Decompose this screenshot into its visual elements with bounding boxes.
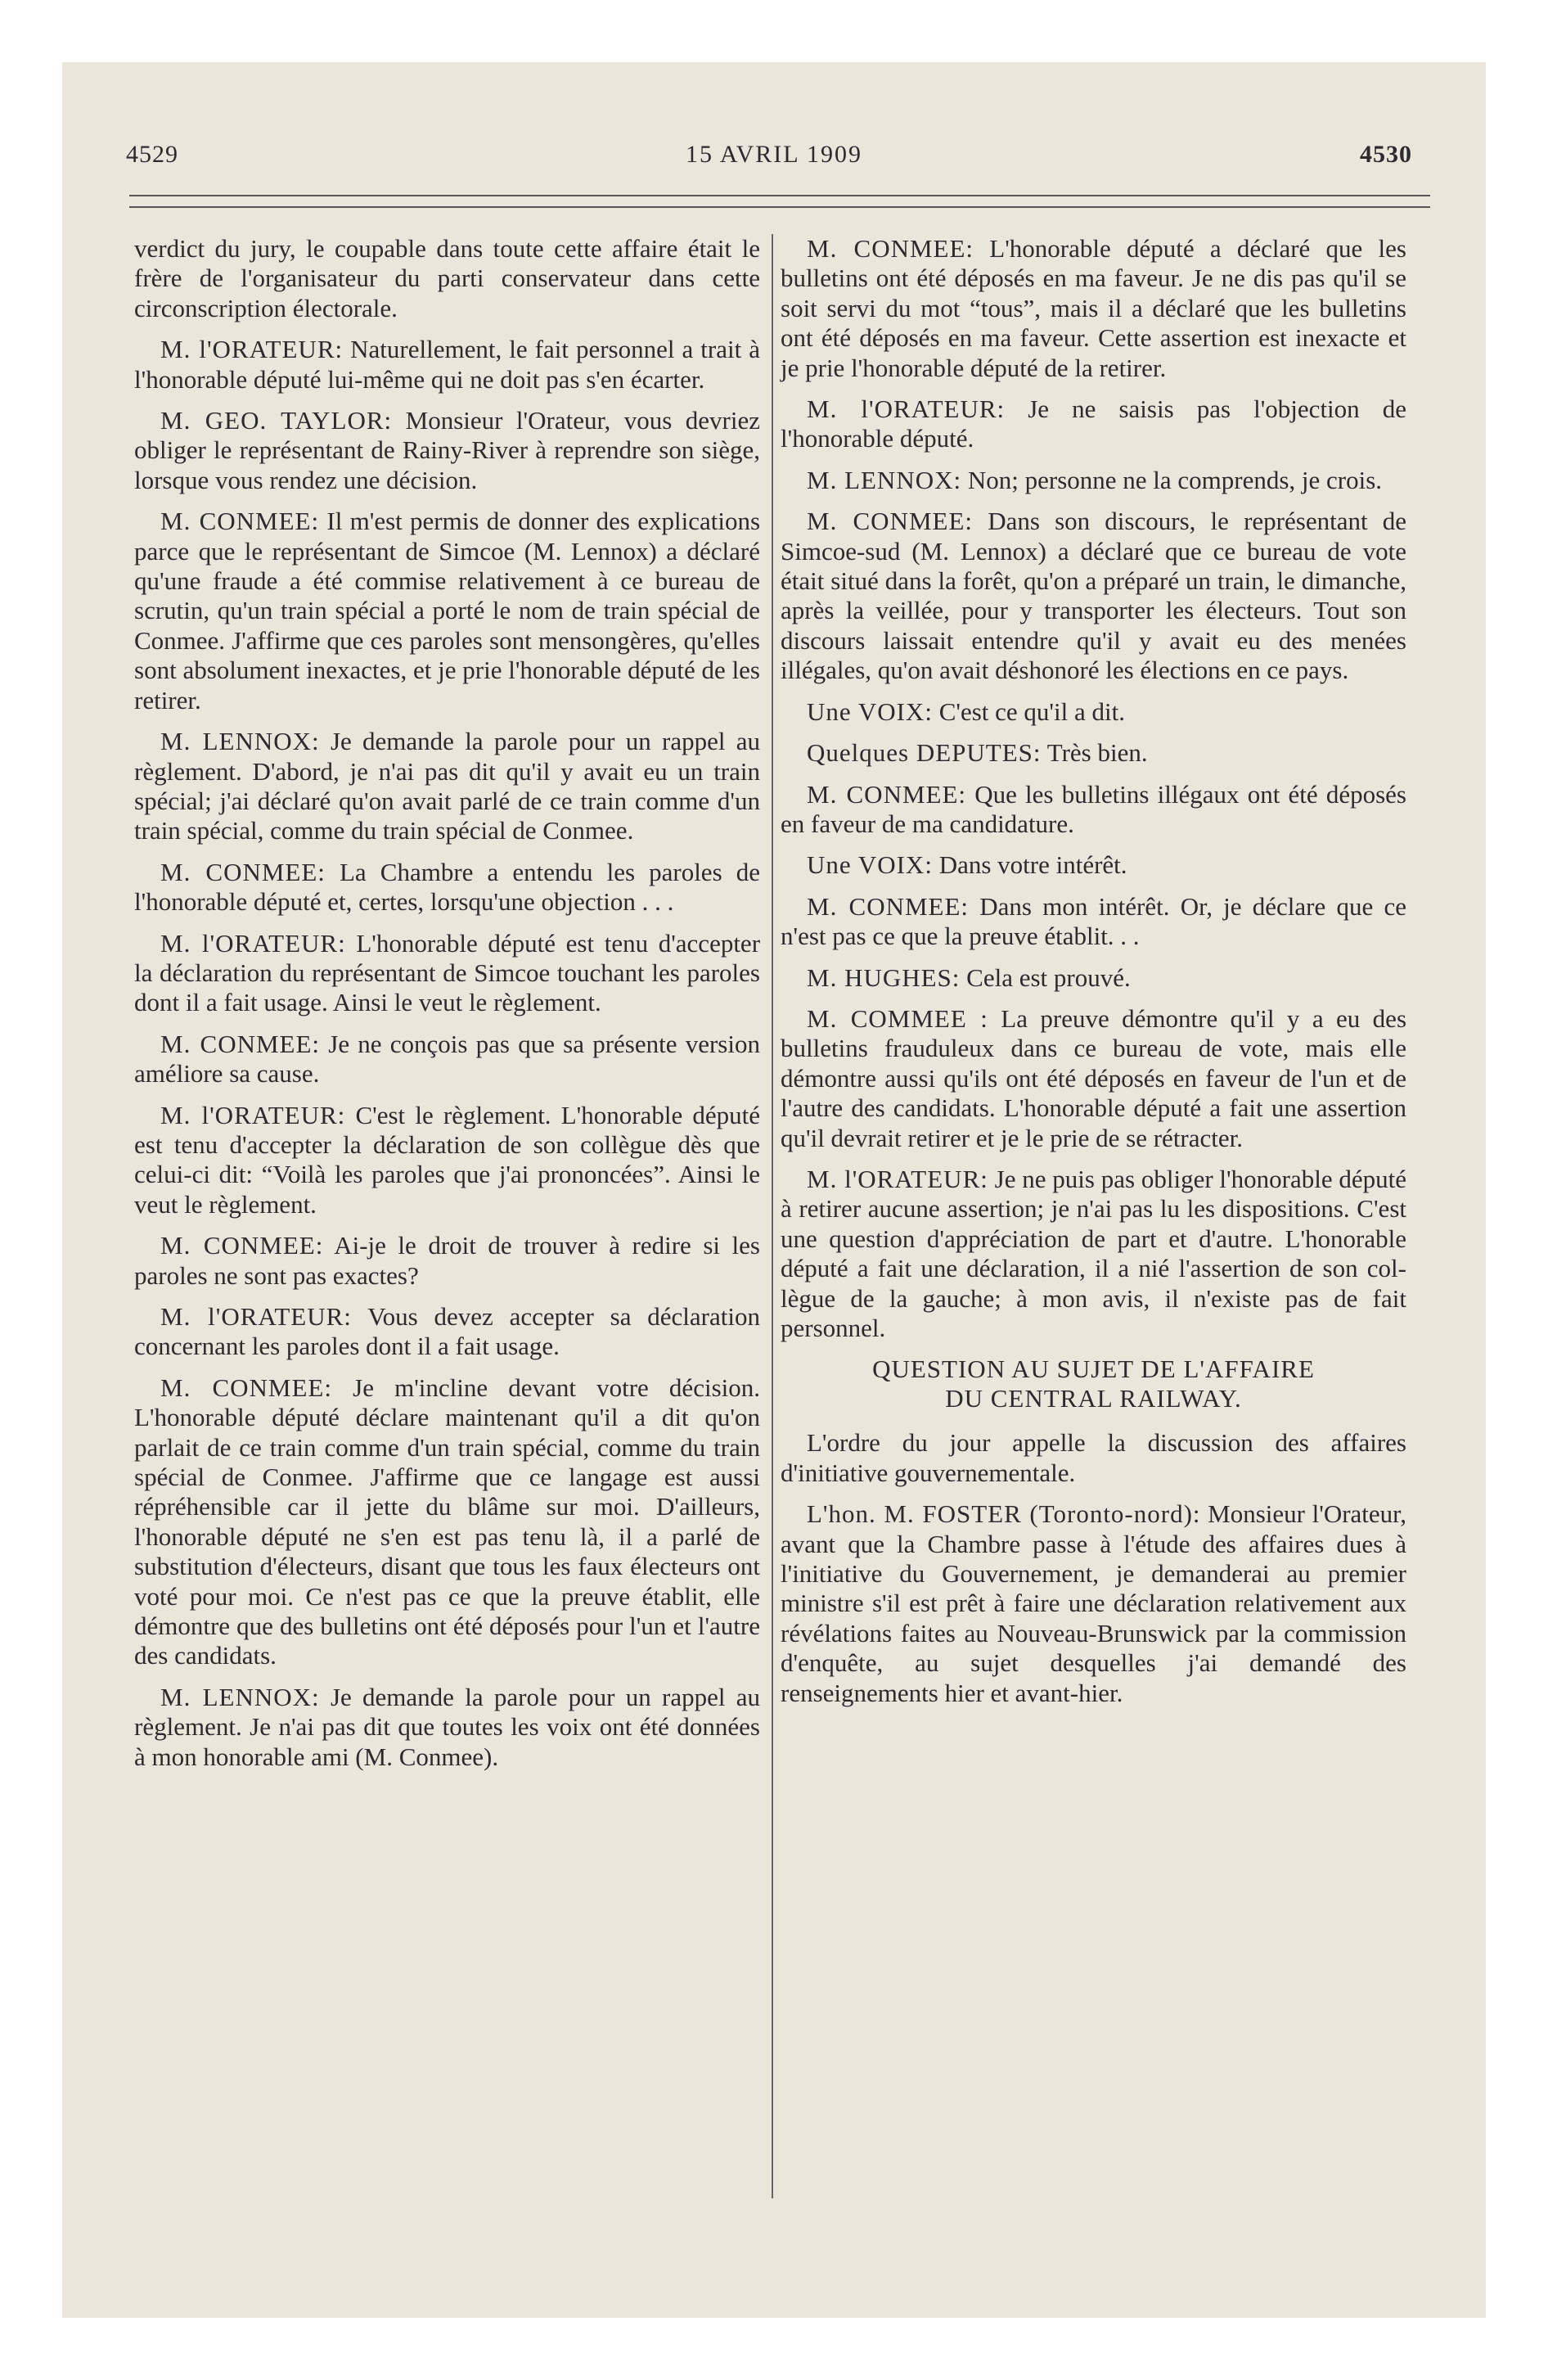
speech-text: Que les bulletins illégaux ont été déposés en faveur de ma candidature. bbox=[781, 779, 1406, 838]
speaker-name: M. CONMEE: bbox=[160, 1029, 321, 1058]
page-number-right: 4530 bbox=[1360, 141, 1412, 168]
paragraph bbox=[134, 1302, 760, 1362]
header-rule-top bbox=[129, 195, 1430, 196]
speaker-name: M. LENNOX: bbox=[160, 727, 320, 756]
paragraph bbox=[781, 466, 1406, 495]
paragraph bbox=[781, 892, 1406, 952]
speech-text: Il m'est permis de donner des explications parce que le représentant de Simcoe (M. Lennox) a déclaré qu'une fraude a été commise relativement à ce bureau de scrutin, qu'un train spécial a porté le nom de train spécial de Conmee. J'affirme que ces paroles sont mensongères, qu'elles sont absolument inexactes, et je prie l'honorable député de les retirer. bbox=[134, 507, 761, 714]
section-heading bbox=[781, 1355, 1406, 1413]
speaker-name: M. l'ORATEUR: bbox=[807, 394, 1006, 424]
paragraph bbox=[134, 1231, 760, 1291]
speaker-name: M. CONMEE: bbox=[160, 1373, 332, 1402]
paragraph bbox=[134, 929, 760, 1018]
speaker-name: Une VOIX: bbox=[807, 696, 933, 726]
speech-text: Je demande la parole pour un rappel au règlement. Je n'ai pas dit que toutes les voix ont été données à mon honorable ami (M. Conmee). bbox=[134, 1682, 761, 1771]
speaker-name: Quelques DEPUTES: bbox=[807, 738, 1042, 768]
scanned-page bbox=[62, 62, 1486, 2318]
section-heading-line1: QUESTION AU SUJET DE L'AFFAIRE bbox=[872, 1355, 1315, 1384]
speaker-name: M. l'ORATEUR: bbox=[160, 1100, 346, 1129]
speech-text: verdict du jury, le coupable dans toute cette affaire était le frère de l'organisateur du parti conservateur dans cette circonscription électorale. bbox=[134, 234, 760, 322]
speaker-name: M. CONMEE: bbox=[160, 1231, 324, 1260]
speaker-name: L'hon. M. FOSTER (Toronto-nord): bbox=[807, 1499, 1201, 1529]
speaker-name: M. GEO. TAYLOR: bbox=[160, 406, 393, 435]
speech-text: Je ne puis pas obliger l'honorable député à retirer aucune assertion; je n'ai pas lu les dispositions. C'est une question d'appréciation de part et d'autre. L'honorable député a fait une déclaration, il a nié l'assertion de son collègue de la gauche; à mon avis, il n'existe pas de fait personnel. bbox=[781, 1164, 1406, 1342]
paragraph bbox=[781, 738, 1406, 768]
speech-text: Je ne conçois pas que sa présente version améliore sa cause. bbox=[134, 1029, 760, 1089]
speech-text: Naturellement, le fait personnel a trait à l'honorable député lui-même qui ne doit pas s'en écarter. bbox=[134, 335, 761, 394]
paragraph bbox=[781, 394, 1406, 454]
paragraph bbox=[134, 1683, 760, 1772]
paragraph bbox=[134, 1373, 760, 1671]
speaker-name: M. CONMEE: bbox=[807, 507, 973, 536]
speech-text: Monsieur l'Orateur, vous devriez obliger le représentant de Rainy-River à reprendre son siège, lorsque vous rendez une décision. bbox=[134, 406, 760, 494]
speaker-name: M. COMMEE : bbox=[807, 1003, 988, 1033]
paragraph bbox=[134, 335, 760, 394]
paragraph bbox=[781, 507, 1406, 685]
speech-text: Cela est prouvé. bbox=[966, 962, 1131, 992]
speech-text: Je m'incline devant votre décision. L'honorable député déclare maintenant qu'il a dit qu'on parlait de ce train comme d'un train spécial, comme du train spécial de Conmee. J'affirme que ce langage est aussi répréhensible car il jette du blâme sur moi. D'ailleurs, l'honorable député ne s'en est pas tenu là, il a parlé de substitution d'électeurs, disant que tous les faux électeurs ont voté pour moi. Ce n'est pas ce que la preuve établit, elle démontre que des bulletins ont été déposés pour l'un et l'autre des candidats. bbox=[134, 1373, 760, 1670]
paragraph bbox=[134, 727, 760, 846]
paragraph bbox=[781, 1004, 1406, 1153]
paragraph bbox=[781, 697, 1406, 727]
column-divider bbox=[772, 234, 773, 2198]
speech-text: Je demande la parole pour un rappel au règlement. D'abord, je n'ai pas dit qu'il y avait eu un train spécial; j'ai déclaré qu'on avait parlé de ce train comme d'un train spécial, comme du train spécial de Conmee. bbox=[134, 727, 761, 845]
speaker-name: M. l'ORATEUR: bbox=[160, 928, 346, 958]
speaker-name: M. CONMEE: bbox=[807, 234, 974, 263]
paragraph bbox=[134, 858, 760, 917]
speaker-name: M. CONMEE: bbox=[807, 779, 967, 809]
speech-text: L'honorable député est tenu d'accepter la déclaration du représentant de Simcoe touchant les paroles dont il a fait usage. Ainsi le veut le règlement. bbox=[134, 928, 761, 1017]
speaker-name: M. LENNOX: bbox=[807, 465, 962, 494]
speech-text: La Chambre a entendu les paroles de l'honorable député et, certes, lorsqu'une objection . . . bbox=[134, 857, 760, 917]
paragraph bbox=[134, 1030, 760, 1089]
speech-text: Monsieur l'Orateur, avant que la Chambre passe à l'étude des affaires dues à l'initiative du Gouvernement, je demanderai au premier ministre s'il est prêt à faire une déclaration relativement aux révélations faites au Nouveau-Brunswick par la commission d'enquête, au sujet desquelles j'ai demandé des renseignements hier et avant-hier. bbox=[781, 1499, 1407, 1707]
speaker-name: M. LENNOX: bbox=[160, 1682, 320, 1711]
paragraph bbox=[781, 780, 1406, 840]
speaker-name: M. l'ORATEUR: bbox=[807, 1164, 988, 1193]
speech-text: Je ne saisis pas l'objection de l'honorable député. bbox=[781, 394, 1406, 453]
speech-text: La preuve démontre qu'il y a eu des bulletins frauduleux dans ce bureau de vote, mais elle démontre aussi qu'ils ont été déposés en faveur de l'un et de l'autre des candidats. L'honorable député a fait une assertion qu'il devrait retirer et je le prie de se rétracter. bbox=[781, 1003, 1407, 1152]
speech-text: L'ordre du jour appelle la discussion des affaires d'initiative gouvernementale. bbox=[781, 1428, 1406, 1487]
speech-text: C'est le règlement. L'honorable député est tenu d'accepter la déclaration de son collègue dès que celui-ci dit: “Voilà les paroles que j'ai prononcées”. Ainsi le veut le règlement. bbox=[134, 1100, 761, 1219]
paragraph bbox=[134, 507, 760, 715]
paragraph bbox=[134, 1101, 760, 1220]
speech-text: Très bien. bbox=[1046, 738, 1148, 768]
paragraph bbox=[134, 406, 760, 495]
speaker-name: M. HUGHES: bbox=[807, 962, 961, 992]
speaker-name: M. CONMEE: bbox=[160, 857, 326, 886]
page-number-left: 4529 bbox=[126, 141, 178, 168]
speech-text: Dans mon intérêt. Or, je déclare que ce n'est pas ce que la preuve établit. . . bbox=[781, 891, 1406, 951]
speaker-name: M. l'ORATEUR: bbox=[160, 1302, 352, 1331]
page-date: 15 AVRIL 1909 bbox=[685, 141, 863, 168]
speech-text: C'est ce qu'il a dit. bbox=[938, 696, 1125, 726]
speech-text: Ai-je le droit de trouver à redire si les paroles ne sont pas exactes? bbox=[134, 1231, 760, 1290]
section-heading-line2: DU CENTRAL RAILWAY. bbox=[945, 1384, 1242, 1413]
paragraph bbox=[781, 850, 1406, 880]
paragraph bbox=[781, 1428, 1406, 1488]
speaker-name: M. l'ORATEUR: bbox=[160, 335, 344, 364]
paragraph bbox=[781, 234, 1406, 383]
header-rule-bottom bbox=[129, 206, 1430, 208]
speech-text: Vous devez accepter sa déclaration concernant les paroles dont il a fait usage. bbox=[134, 1302, 760, 1361]
paragraph bbox=[781, 1165, 1406, 1343]
speaker-name: M. CONMEE: bbox=[160, 507, 320, 536]
paragraph bbox=[134, 234, 760, 323]
speaker-name: M. CONMEE: bbox=[807, 891, 970, 921]
left-column bbox=[134, 234, 760, 1783]
speech-text: Dans son discours, le représentant de Simcoe-sud (M. Lennox) a déclaré que ce bureau de vote était situé dans la forêt, qu'on a préparé un train, le dimanche, après la veillée, pour y transporter les électeurs. Tout son discours laissait entendre qu'il y avait eu des menées illégales, qu'on avait déshonoré les élections en ce pays. bbox=[781, 507, 1407, 685]
speech-text: L'honorable député a déclaré que les bulletins ont été déposés en ma faveur. Je ne dis pas qu'il se soit servi du mot “tous”, mais il a déclaré que les bulletins ont été déposés en ma faveur. Cette assertion est inexacte et je prie l'honorable député de la retirer. bbox=[781, 234, 1406, 382]
right-column bbox=[781, 234, 1406, 1720]
speech-text: Dans votre intérêt. bbox=[938, 850, 1127, 880]
speech-text: Non; personne ne la comprends, je crois. bbox=[967, 465, 1383, 494]
paragraph bbox=[781, 1499, 1406, 1708]
speaker-name: Une VOIX: bbox=[807, 850, 933, 880]
paragraph bbox=[781, 963, 1406, 993]
